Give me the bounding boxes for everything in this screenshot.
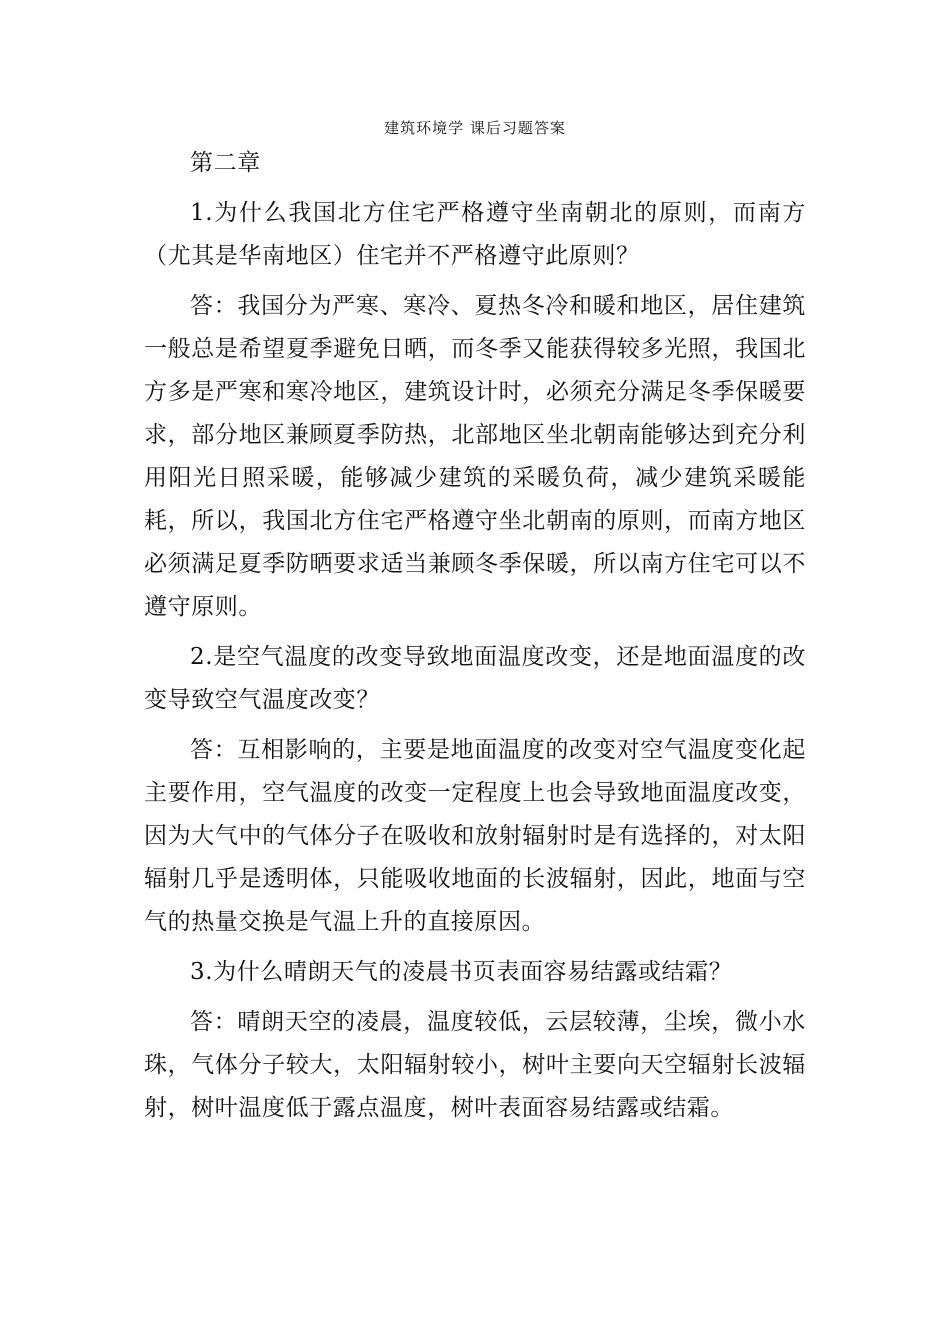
document-body (144, 142, 806, 1137)
question-1: 1.为什么我国北方住宅严格遵守坐南朝北的原则，而南方（尤其是华南地区）住宅并不严格遵守此原则？ (144, 200, 806, 269)
answer-1: 答：我国分为严寒、寒冷、夏热冬冷和暖和地区，居住建筑一般总是希望夏季避免日晒，而冬季又能获得较多光照，我国北方多是严寒和寒冷地区，建筑设计时，必须充分满足冬季保暖要求，部分地区兼顾夏季防热，北部地区坐北朝南能够达到充分利用阳光日照采暖，能够减少建筑的采暖负荷，减少建筑采暖能耗，所以，我国北方住宅严格遵守坐北朝南的原则，而南方地区必须满足夏季防晒要求适当兼顾冬季保暖，所以南方住宅可以不遵守原则。 (144, 293, 806, 620)
chapter-heading: 第二章 (190, 150, 261, 176)
question-2: 2.是空气温度的改变导致地面温度改变，还是地面温度的改变导致空气温度改变？ (144, 644, 806, 713)
answer-2: 答：互相影响的，主要是地面温度的改变对空气温度变化起主要作用，空气温度的改变一定程度上也会导致地面温度改变，因为大气中的气体分子在吸收和放射辐射时是有选择的，对太阳辐射几乎是透明体，只能吸收地面的长波辐射，因此，地面与空气的热量交换是气温上升的直接原因。 (144, 737, 806, 935)
answer-3: 答：晴朗天空的凌晨，温度较低，云层较薄，尘埃，微小水珠，气体分子较大，太阳辐射较小，树叶主要向天空辐射长波辐射，树叶温度低于露点温度，树叶表面容易结露或结霜。 (144, 1009, 806, 1121)
document-title: 建筑环境学 课后习题答案 (384, 119, 566, 137)
question-3: 3.为什么晴朗天气的凌晨书页表面容易结露或结霜？ (190, 959, 733, 985)
